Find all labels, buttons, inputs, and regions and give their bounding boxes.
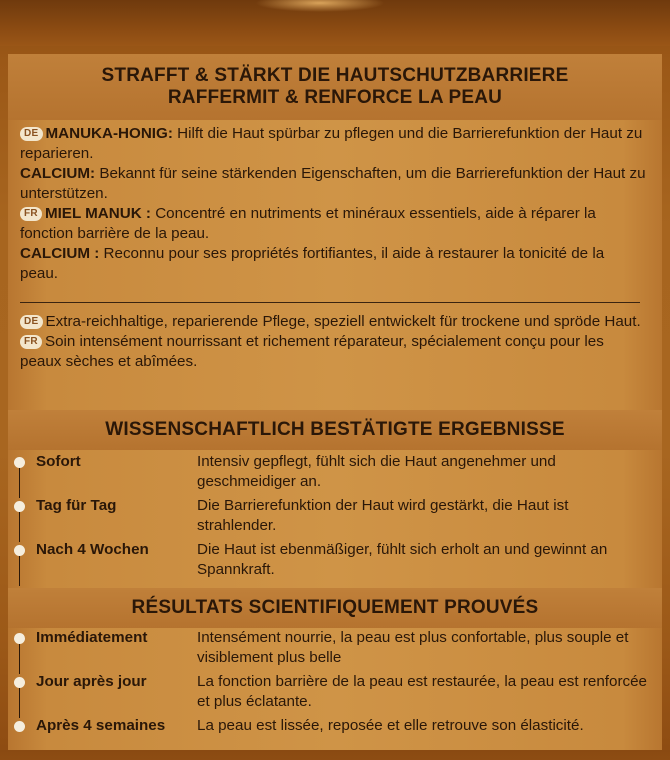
- result-term: Immédiatement: [36, 629, 148, 646]
- description-de: [20, 312, 646, 332]
- result-row: [8, 716, 662, 760]
- timeline-line: [19, 468, 20, 498]
- result-desc: Die Haut ist ebenmäßiger, fühlt sich erholt an und gewinnt an Spannkraft.: [197, 541, 608, 578]
- result-desc: La fonction barrière de la peau est restaurée, la peau est renforcée et plus éclatante.: [197, 673, 648, 710]
- description-section: [20, 312, 646, 372]
- bullet-dot: [14, 501, 25, 512]
- result-term: Après 4 semaines: [36, 717, 166, 734]
- flag-badge: FR: [20, 207, 42, 221]
- result-row: [8, 672, 662, 716]
- ingredient-manuka-de: [20, 124, 646, 164]
- result-desc: Intensément nourrie, la peau est plus confortable, plus souple et visiblement plus belle: [197, 629, 629, 666]
- timeline-line: [19, 644, 20, 674]
- result-desc: La peau est lissée, reposée et elle retrouve son élasticité.: [197, 717, 584, 734]
- result-term: Jour après jour: [36, 673, 147, 690]
- label-panel: [8, 54, 662, 750]
- section-divider: [20, 302, 640, 303]
- timeline-line: [19, 688, 20, 718]
- ingredient-text: Concentré en nutriments et minéraux essentiels, aide à réparer la fonction barrière de la peau.: [20, 205, 596, 242]
- ingredient-text: Hilft die Haut spürbar zu pflegen und die Barrierefunktion der Haut zu reparieren.: [20, 125, 643, 162]
- bullet-dot: [14, 457, 25, 468]
- bullet-dot: [14, 545, 25, 556]
- ingredient-text: Bekannt für seine stärkenden Eigenschaften, um die Barrierefunktion der Haut zu unterstützen.: [20, 165, 646, 202]
- result-term: Nach 4 Wochen: [36, 541, 149, 558]
- ingredient-name: CALCIUM :: [20, 245, 100, 262]
- results-de-title: WISSENSCHAFTLICH BESTÄTIGTE ERGEBNISSE: [8, 410, 662, 450]
- results-de-list: [8, 452, 662, 584]
- package-highlight: [255, 0, 385, 12]
- ingredients-section: [20, 124, 646, 284]
- ingredient-name: MIEL MANUK :: [44, 205, 151, 222]
- flag-badge: DE: [20, 127, 43, 141]
- description-text: Extra-reichhaltige, reparierende Pflege, speziell entwickelt für trockene und spröde Haut.: [45, 313, 641, 330]
- timeline-line: [19, 512, 20, 542]
- ingredient-name: CALCIUM:: [20, 165, 96, 182]
- ingredient-manuka-fr: [20, 204, 646, 244]
- result-row: [8, 540, 662, 584]
- flag-badge: FR: [20, 335, 42, 349]
- package-top-edge: [0, 0, 670, 46]
- description-text: Soin intensément nourrissant et richement réparateur, spécialement conçu pour les peaux sèches et abîmées.: [20, 333, 604, 370]
- title-de: STRAFFT & STÄRKT DIE HAUTSCHUTZBARRIERE: [101, 65, 569, 86]
- flag-badge: DE: [20, 315, 43, 329]
- result-desc: Intensiv gepflegt, fühlt sich die Haut angenehmer und geschmeidiger an.: [197, 453, 556, 490]
- bullet-dot: [14, 633, 25, 644]
- ingredient-calcium-de: [20, 164, 646, 204]
- result-row: [8, 628, 662, 672]
- result-term: Sofort: [36, 453, 81, 470]
- timeline-line: [19, 556, 20, 586]
- result-row: [8, 452, 662, 496]
- result-term: Tag für Tag: [36, 497, 117, 514]
- title-fr: RAFFERMIT & RENFORCE LA PEAU: [167, 87, 503, 108]
- ingredient-calcium-fr: [20, 244, 646, 284]
- ingredient-text: Reconnu pour ses propriétés fortifiantes, il aide à restaurer la tonicité de la peau.: [20, 245, 605, 282]
- bullet-dot: [14, 677, 25, 688]
- results-fr-list: [8, 628, 662, 760]
- header-band: [8, 54, 662, 120]
- results-fr-title: RÉSULTATS SCIENTIFIQUEMENT PROUVÉS: [8, 588, 662, 628]
- description-fr: [20, 332, 646, 372]
- result-desc: Die Barrierefunktion der Haut wird gestärkt, die Haut ist strahlender.: [197, 497, 569, 534]
- result-row: [8, 496, 662, 540]
- ingredient-name: MANUKA-HONIG:: [45, 125, 173, 142]
- bullet-dot: [14, 721, 25, 732]
